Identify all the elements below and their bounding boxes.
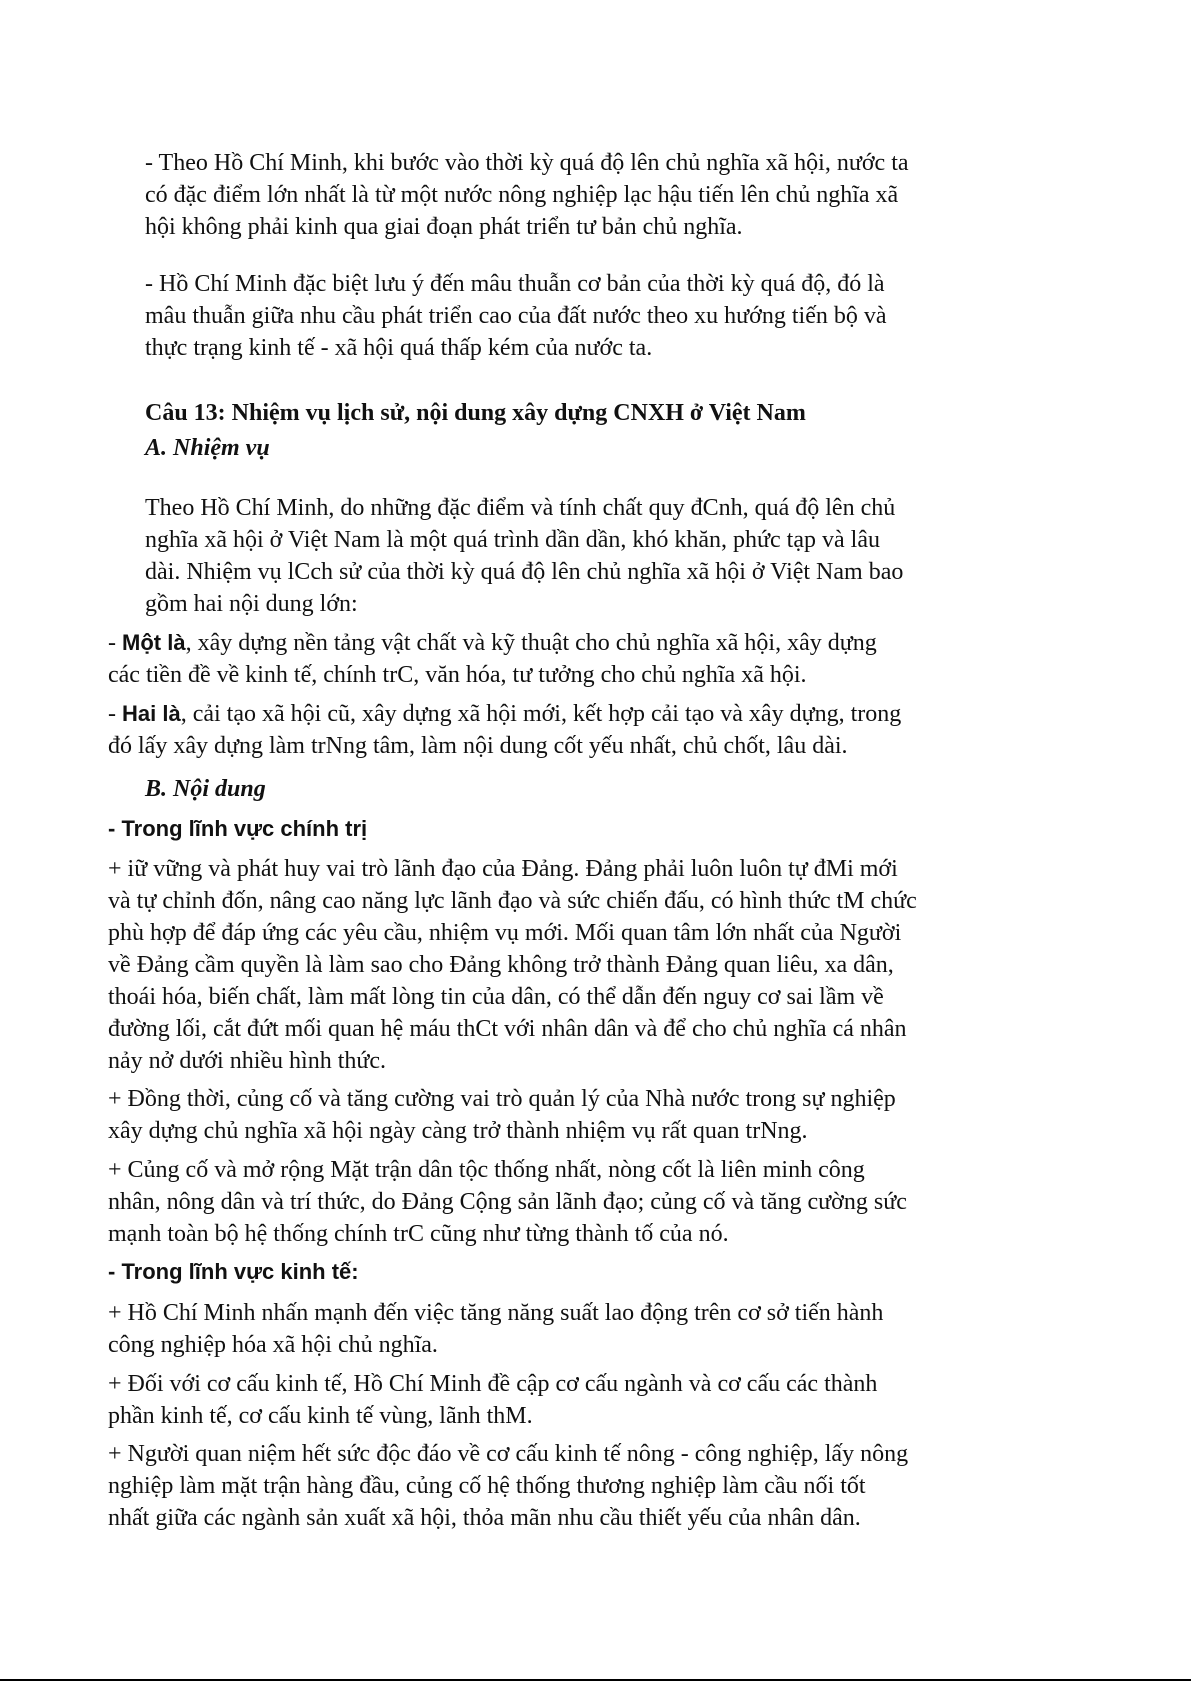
section-a-heading: A. Nhiệm vụ [145,435,270,461]
paragraph-line: nhất giữa các ngành sản xuất xã hội, thỏa mãn nhu cầu thiết yếu của nhân dân. [108,1505,861,1531]
paragraph-line: xây dựng chủ nghĩa xã hội ngày càng trở thành nhiệm vụ rất quan trNng. [108,1118,808,1144]
paragraph-line: nhân, nông dân và trí thức, do Đảng Cộng sản lãnh đạo; củng cố và tăng cường sức [108,1189,907,1215]
paragraph-line: + Củng cố và mở rộng Mặt trận dân tộc thống nhất, nòng cốt là liên minh công [108,1157,865,1183]
paragraph-line: nghĩa xã hội ở Việt Nam là một quá trình dần dần, khó khăn, phức tạp và lâu [145,527,880,553]
item-label: Một là [122,630,186,655]
paragraph-line: nảy nở dưới nhiều hình thức. [108,1048,387,1074]
paragraph-line: Theo Hồ Chí Minh, do những đặc điểm và tính chất quy đCnh, quá độ lên chủ [145,495,896,521]
item-dash: - [108,701,122,727]
paragraph-line: dài. Nhiệm vụ lCch sử của thời kỳ quá độ lên chủ nghĩa xã hội ở Việt Nam bao [145,559,904,585]
paragraph-line: thoái hóa, biến chất, làm mất lòng tin của dân, có thể dẫn đến nguy cơ sai lầm về [108,984,884,1010]
paragraph-line: đó lấy xây dựng làm trNng tâm, làm nội dung cốt yếu nhất, chủ chốt, lâu dài. [108,733,848,759]
economy-heading: - Trong lĩnh vực kinh tế: [108,1259,359,1284]
item-text: , xây dựng nền tảng vật chất và kỹ thuật cho chủ nghĩa xã hội, xây dựng [185,630,877,656]
politics-heading: - Trong lĩnh vực chính trị [108,816,368,841]
item-dash: - [108,630,122,656]
paragraph-line: có đặc điểm lớn nhất là từ một nước nông nghiệp lạc hậu tiến lên chủ nghĩa xã [145,182,899,208]
paragraph-line: + iữ vững và phát huy vai trò lãnh đạo của Đảng. Đảng phải luôn luôn tự đMi mới [108,856,898,882]
paragraph-line: + Đối với cơ cấu kinh tế, Hồ Chí Minh đề cập cơ cấu ngành và cơ cấu các thành [108,1371,878,1397]
paragraph-line: hội không phải kinh qua giai đoạn phát triển tư bản chủ nghĩa. [145,214,743,240]
paragraph-line: công nghiệp hóa xã hội chủ nghĩa. [108,1332,438,1358]
paragraph-line: + Người quan niệm hết sức độc đáo về cơ cấu kinh tế nông - công nghiệp, lấy nông [108,1441,909,1467]
paragraph-line: thực trạng kinh tế - xã hội quá thấp kém của nước ta. [145,335,653,361]
paragraph-line: + Hồ Chí Minh nhấn mạnh đến việc tăng năng suất lao động trên cơ sở tiến hành [108,1300,884,1326]
item-label: Hai là [122,701,181,726]
paragraph-line: và tự chỉnh đốn, nâng cao năng lực lãnh đạo và sức chiến đấu, có hình thức tM chức [108,888,917,914]
item-text: , cải tạo xã hội cũ, xây dựng xã hội mới, kết hợp cải tạo và xây dựng, trong [180,701,902,727]
paragraph-line: phù hợp để đáp ứng các yêu cầu, nhiệm vụ mới. Mối quan tâm lớn nhất của Người [108,920,902,946]
question-title: Câu 13: Nhiệm vụ lịch sử, nội dung xây dựng CNXH ở Việt Nam [145,400,806,426]
paragraph-line: đường lối, cắt đứt mối quan hệ máu thCt với nhân dân và để cho chủ nghĩa cá nhân [108,1016,907,1042]
paragraph-line: về Đảng cầm quyền là làm sao cho Đảng không trở thành Đảng quan liêu, xa dân, [108,952,894,978]
paragraph-line: mạnh toàn bộ hệ thống chính trC cũng như từng thành tố của nó. [108,1221,729,1247]
task-item-one [108,627,877,659]
paragraph-line: gồm hai nội dung lớn: [145,591,358,617]
paragraph-line: + Đồng thời, củng cố và tăng cường vai trò quản lý của Nhà nước trong sự nghiệp [108,1086,896,1112]
section-b-heading: B. Nội dung [145,776,266,802]
paragraph-line: các tiền đề về kinh tế, chính trC, văn hóa, tư tưởng cho chủ nghĩa xã hội. [108,662,807,688]
paragraph-line: - Theo Hồ Chí Minh, khi bước vào thời kỳ quá độ lên chủ nghĩa xã hội, nước ta [145,150,909,176]
paragraph-line: - Hồ Chí Minh đặc biệt lưu ý đến mâu thuẫn cơ bản của thời kỳ quá độ, đó là [145,271,885,297]
task-item-two [108,698,901,730]
paragraph-line: mâu thuẫn giữa nhu cầu phát triển cao của đất nước theo xu hướng tiến bộ và [145,303,887,329]
page-bottom-edge [0,1679,1191,1681]
paragraph-line: nghiệp làm mặt trận hàng đầu, củng cố hệ thống thương nghiệp làm cầu nối tốt [108,1473,866,1499]
paragraph-line: phần kinh tế, cơ cấu kinh tế vùng, lãnh thM. [108,1403,533,1429]
